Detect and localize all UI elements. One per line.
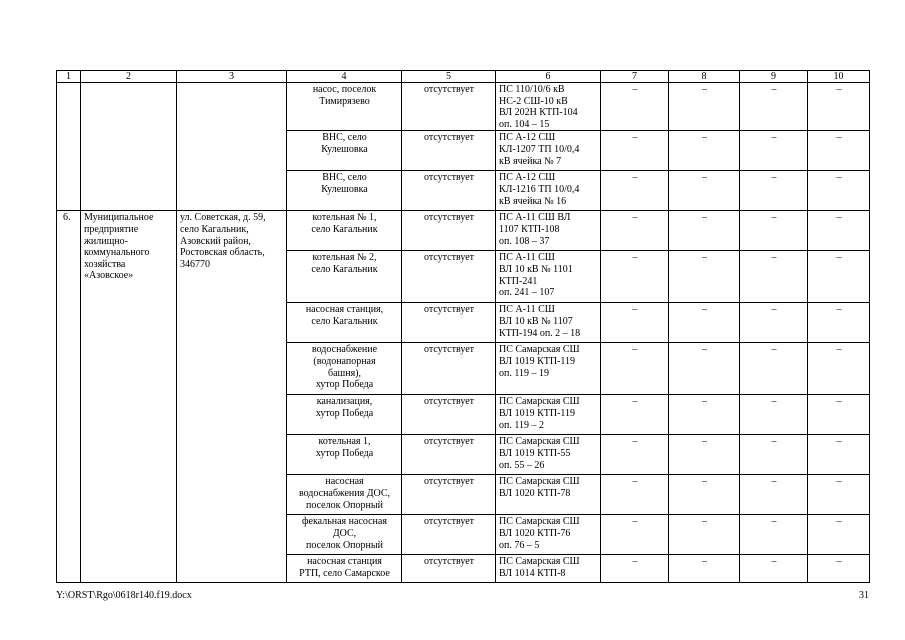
- status-cell: отсутствует: [402, 395, 496, 435]
- status-cell: отсутствует: [402, 171, 496, 211]
- status-cell: отсутствует: [402, 83, 496, 131]
- organization-cell: [81, 83, 177, 211]
- connection-point-cell: ПС Самарская СШ ВЛ 1019 КТП-119 оп. 119 – 19: [496, 343, 601, 395]
- status-cell: отсутствует: [402, 555, 496, 583]
- facility-cell: насосная водоснабжения ДОС, поселок Опорный: [287, 475, 402, 515]
- connection-point-cell: ПС А-11 СШ ВЛ 10 кВ № 1101 КТП-241 оп. 241 – 107: [496, 251, 601, 303]
- column-number-cell: 8: [669, 71, 740, 83]
- dash-cell: –: [808, 211, 870, 251]
- table-header-row: [57, 71, 870, 83]
- dash-cell: –: [808, 475, 870, 515]
- column-number-cell: 10: [808, 71, 870, 83]
- dash-cell: –: [808, 303, 870, 343]
- facility-cell: котельная 1, хутор Победа: [287, 435, 402, 475]
- dash-cell: –: [601, 395, 669, 435]
- connection-point-cell: ПС А-11 СШ ВЛ 1107 КТП-108 оп. 108 – 37: [496, 211, 601, 251]
- dash-cell: –: [669, 555, 740, 583]
- dash-cell: –: [669, 131, 740, 171]
- dash-cell: –: [808, 555, 870, 583]
- column-number-cell: 5: [402, 71, 496, 83]
- dash-cell: –: [669, 171, 740, 211]
- column-number-cell: 6: [496, 71, 601, 83]
- status-cell: отсутствует: [402, 475, 496, 515]
- column-number-cell: 2: [81, 71, 177, 83]
- dash-cell: –: [808, 83, 870, 131]
- dash-cell: –: [740, 171, 808, 211]
- dash-cell: –: [601, 475, 669, 515]
- column-number-cell: 3: [177, 71, 287, 83]
- dash-cell: –: [601, 171, 669, 211]
- dash-cell: –: [740, 131, 808, 171]
- dash-cell: –: [808, 395, 870, 435]
- row-number-cell: [57, 83, 81, 211]
- column-number-cell: 4: [287, 71, 402, 83]
- status-cell: отсутствует: [402, 211, 496, 251]
- dash-cell: –: [740, 251, 808, 303]
- dash-cell: –: [669, 83, 740, 131]
- status-cell: отсутствует: [402, 343, 496, 395]
- connection-point-cell: ПС Самарская СШ ВЛ 1020 КТП-78: [496, 475, 601, 515]
- dash-cell: –: [601, 251, 669, 303]
- column-number-cell: 1: [57, 71, 81, 83]
- dash-cell: –: [601, 131, 669, 171]
- facility-cell: насосная станция, село Кагальник: [287, 303, 402, 343]
- dash-cell: –: [740, 515, 808, 555]
- column-number-cell: 7: [601, 71, 669, 83]
- row-number-cell: 6.: [57, 211, 81, 583]
- dash-cell: –: [808, 343, 870, 395]
- address-cell: [177, 83, 287, 211]
- status-cell: отсутствует: [402, 435, 496, 475]
- footer-page-number: 31: [859, 590, 869, 601]
- connection-point-cell: ПС 110/10/6 кВ НС-2 СШ-10 кВ ВЛ 202Н КТП-104 оп. 104 – 15: [496, 83, 601, 131]
- dash-cell: –: [740, 303, 808, 343]
- dash-cell: –: [740, 435, 808, 475]
- connection-point-cell: ПС Самарская СШ ВЛ 1019 КТП-119 оп. 119 – 2: [496, 395, 601, 435]
- dash-cell: –: [669, 251, 740, 303]
- dash-cell: –: [601, 435, 669, 475]
- document-table: [56, 70, 870, 583]
- dash-cell: –: [808, 515, 870, 555]
- dash-cell: –: [740, 211, 808, 251]
- dash-cell: –: [740, 555, 808, 583]
- facility-cell: фекальная насосная ДОС, поселок Опорный: [287, 515, 402, 555]
- dash-cell: –: [669, 515, 740, 555]
- dash-cell: –: [740, 343, 808, 395]
- facility-cell: насосная станция РТП, село Самарское: [287, 555, 402, 583]
- dash-cell: –: [808, 251, 870, 303]
- footer-file-path: Y:\ORST\Rgo\0618r140.f19.docx: [56, 590, 192, 601]
- dash-cell: –: [669, 211, 740, 251]
- dash-cell: –: [808, 171, 870, 211]
- dash-cell: –: [669, 303, 740, 343]
- status-cell: отсутствует: [402, 303, 496, 343]
- status-cell: отсутствует: [402, 251, 496, 303]
- facility-cell: ВНС, село Кулешовка: [287, 171, 402, 211]
- facility-cell: насос, поселок Тимирязево: [287, 83, 402, 131]
- facility-cell: водоснабжение (водонапорная башня), хутор Победа: [287, 343, 402, 395]
- connection-point-cell: ПС А-12 СШ КЛ-1216 ТП 10/0,4 кВ ячейка № 16: [496, 171, 601, 211]
- facility-cell: канализация, хутор Победа: [287, 395, 402, 435]
- column-number-cell: 9: [740, 71, 808, 83]
- dash-cell: –: [808, 435, 870, 475]
- dash-cell: –: [601, 555, 669, 583]
- connection-point-cell: ПС Самарская СШ ВЛ 1020 КТП-76 оп. 76 – 5: [496, 515, 601, 555]
- status-cell: отсутствует: [402, 131, 496, 171]
- dash-cell: –: [669, 395, 740, 435]
- facility-cell: котельная № 1, село Кагальник: [287, 211, 402, 251]
- status-cell: отсутствует: [402, 515, 496, 555]
- connection-point-cell: ПС Самарская СШ ВЛ 1019 КТП-55 оп. 55 – 26: [496, 435, 601, 475]
- facility-cell: ВНС, село Кулешовка: [287, 131, 402, 171]
- dash-cell: –: [740, 83, 808, 131]
- dash-cell: –: [601, 343, 669, 395]
- facility-cell: котельная № 2, село Кагальник: [287, 251, 402, 303]
- dash-cell: –: [601, 303, 669, 343]
- dash-cell: –: [601, 83, 669, 131]
- address-cell: ул. Советская, д. 59, село Кагальник, Азовский район, Ростовская область, 346770: [177, 211, 287, 583]
- dash-cell: –: [601, 515, 669, 555]
- connection-point-cell: ПС Самарская СШ ВЛ 1014 КТП-8: [496, 555, 601, 583]
- connection-point-cell: ПС А-11 СШ ВЛ 10 кВ № 1107 КТП-194 оп. 2 – 18: [496, 303, 601, 343]
- dash-cell: –: [740, 475, 808, 515]
- dash-cell: –: [808, 131, 870, 171]
- organization-cell: Муниципальное предприятие жилищно- коммунального хозяйства «Азовское»: [81, 211, 177, 583]
- dash-cell: –: [669, 435, 740, 475]
- table-row: [57, 83, 870, 131]
- dash-cell: –: [669, 475, 740, 515]
- dash-cell: –: [740, 395, 808, 435]
- dash-cell: –: [669, 343, 740, 395]
- table-row: [57, 211, 870, 251]
- dash-cell: –: [601, 211, 669, 251]
- connection-point-cell: ПС А-12 СШ КЛ-1207 ТП 10/0,4 кВ ячейка № 7: [496, 131, 601, 171]
